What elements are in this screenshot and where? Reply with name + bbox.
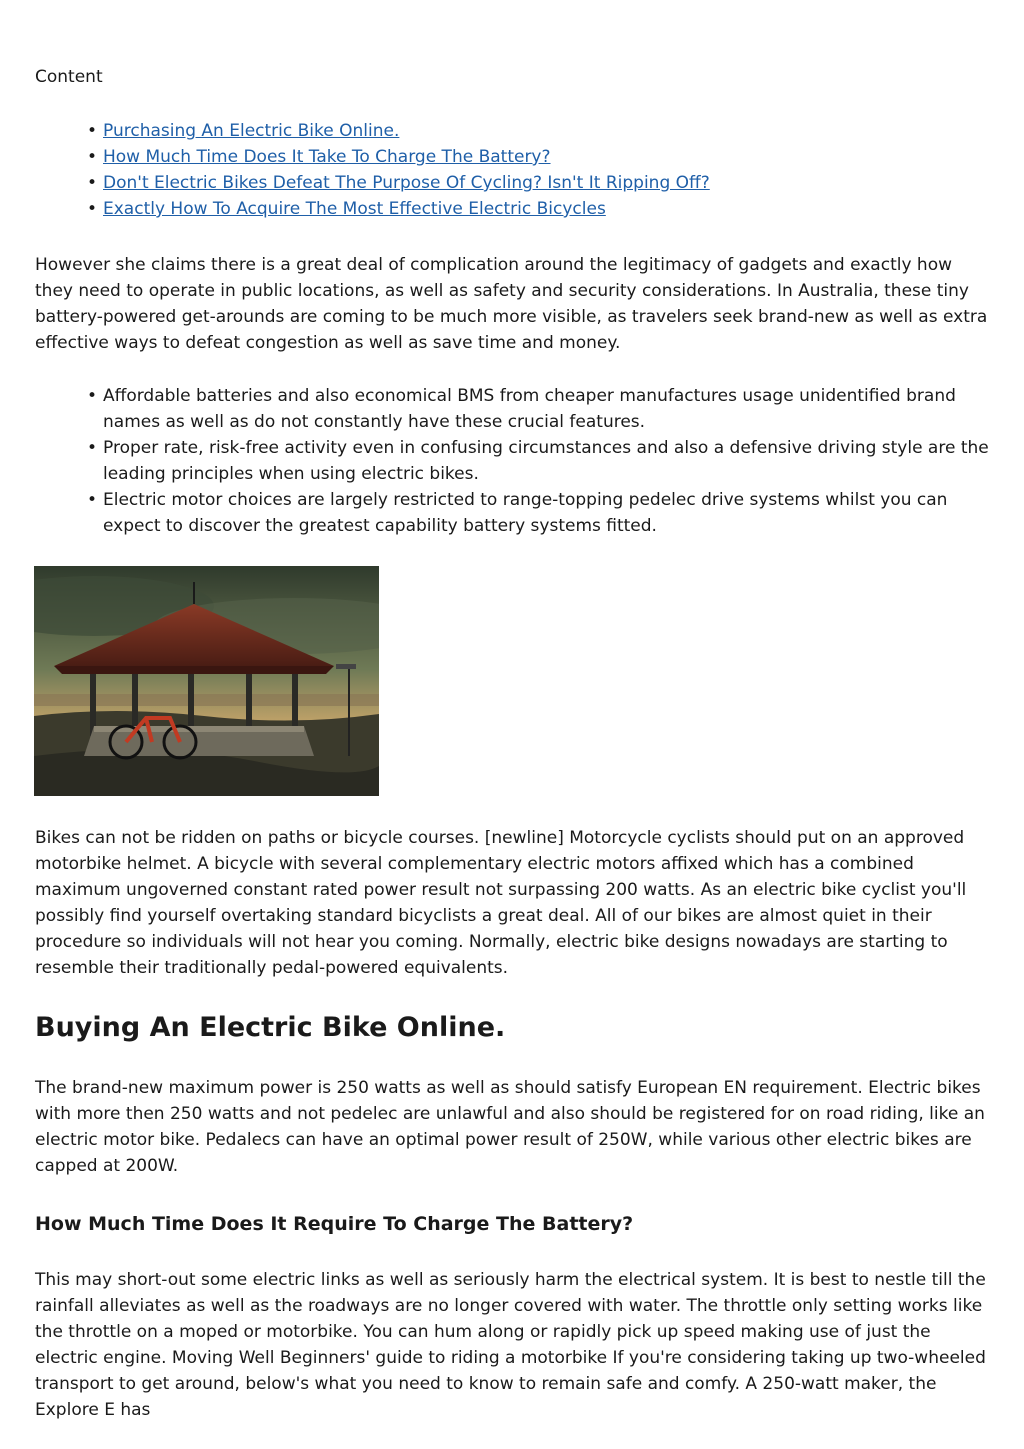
paragraph: However she claims there is a great deal of complication around the legitimacy of gadgets and exactly how they need to operate in public locations, as well as safety and security considerations. In Australia, these tiny battery-powered get-arounds are coming to be much more visible, as travelers seek brand-new as well as extra effective ways to defeat congestion as well as save time and money.	[35, 255, 988, 353]
list-item: • Electric motor choices are largely restricted to range-topping pedelec drive systems whilst you can expect to discover the greatest capability battery systems fitted.	[35, 487, 995, 539]
toc-item	[35, 144, 995, 170]
subsection-heading: How Much Time Does It Require To Charge The Battery?	[35, 1213, 634, 1235]
gazebo-bike-illustration	[34, 566, 379, 796]
toc-link-purchasing[interactable]: Purchasing An Electric Bike Online.	[103, 121, 400, 141]
toc-item	[35, 118, 995, 144]
paragraph: Bikes can not be ridden on paths or bicycle courses. [newline] Motorcycle cyclists should put on an approved motorbike helmet. A bicycle with several complementary electric motors affixed which has a combined maximum ungoverned constant rated power result not surpassing 200 watts. As an electric bike cyclist you'll possibly find yourself overtaking standard bicyclists a great deal. All of our bikes are almost quiet in their procedure so individuals will not hear you coming. Normally, electric bike designs nowadays are starting to resemble their traditionally pedal-powered equivalents.	[35, 828, 967, 978]
gazebo-bike-photo	[34, 566, 379, 796]
toc-item	[35, 196, 995, 222]
toc-link-charge-time[interactable]: How Much Time Does It Take To Charge The Battery?	[103, 147, 551, 167]
table-of-contents	[35, 118, 995, 222]
paragraph: This may short-out some electric links as well as seriously harm the electrical system. It is best to nestle till the rainfall alleviates as well as the roadways are no longer covered with water. The throttle only setting works like the throttle on a moped or motorbike. You can hum along or rapidly pick up speed making use of just the electric engine. Moving Well Beginners' guide to riding a motorbike If you're considering taking up two-wheeled transport to get around, below's what you need to know to remain safe and comfy. A 250-watt maker, the Explore E has	[35, 1270, 986, 1420]
bullet-list	[35, 383, 995, 539]
list-item: • Affordable batteries and also economical BMS from cheaper manufactures usage unidentified brand names as well as do not constantly have these crucial features.	[35, 383, 995, 435]
contents-label: Content	[35, 67, 103, 87]
list-item: • Proper rate, risk-free activity even in confusing circumstances and also a defensive driving style are the leading principles when using electric bikes.	[35, 435, 995, 487]
toc-link-acquire[interactable]: Exactly How To Acquire The Most Effective Electric Bicycles	[103, 199, 606, 219]
section-heading: Buying An Electric Bike Online.	[35, 1012, 506, 1043]
toc-item	[35, 170, 995, 196]
paragraph: The brand-new maximum power is 250 watts as well as should satisfy European EN requirement. Electric bikes with more then 250 watts and not pedelec are unlawful and also should be registered for on road riding, like an electric motor bike. Pedalecs can have an optimal power result of 250W, while various other electric bikes are capped at 200W.	[35, 1078, 985, 1176]
toc-link-purpose[interactable]: Don't Electric Bikes Defeat The Purpose Of Cycling? Isn't It Ripping Off?	[103, 173, 710, 193]
